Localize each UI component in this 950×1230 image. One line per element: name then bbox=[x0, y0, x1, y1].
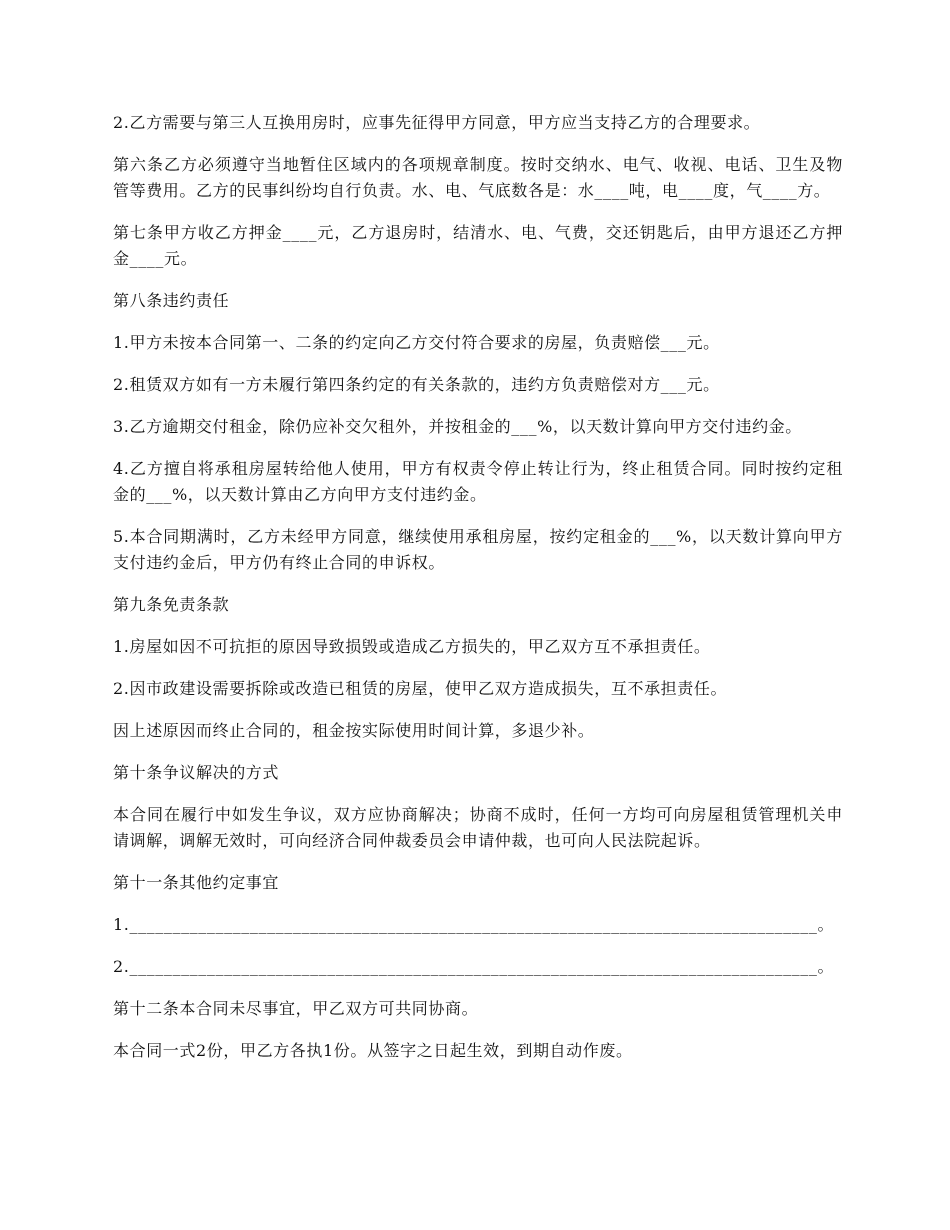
article-9-note: 因上述原因而终止合同的，租金按实际使用时间计算，多退少补。 bbox=[113, 721, 595, 740]
article-11-item-2: 2.________________________________________________________________________________。 bbox=[113, 957, 835, 976]
article-11-item-1: 1.________________________________________________________________________________。 bbox=[113, 915, 835, 934]
article-10-heading: 第十条争议解决的方式 bbox=[113, 763, 280, 782]
article-9-item-1: 1.房屋如因不可抗拒的原因导致损毁或造成乙方损失的，甲乙双方互不承担责任。 bbox=[113, 637, 711, 656]
clause-6-2: 2.乙方需要与第三人互换用房时，应事先征得甲方同意，甲方应当支持乙方的合理要求。 bbox=[113, 113, 761, 132]
article-8-item-4: 4.乙方擅自将承租房屋转给他人使用，甲方有权责令停止转让行为，终止租赁合同。同时按约定租金的___%，以天数计算由乙方向甲方支付违约金。 bbox=[113, 459, 843, 504]
article-6: 第六条乙方必须遵守当地暂住区域内的各项规章制度。按时交纳水、电气、收视、电话、卫生及物管等费用。乙方的民事纠纷均自行负责。水、电、气底数各是：水____吨，电____度，气____方。 bbox=[113, 155, 843, 200]
article-8-item-5: 5.本合同期满时，乙方未经甲方同意，继续使用承租房屋，按约定租金的___%，以天数计算向甲方支付违约金后，甲方仍有终止合同的申诉权。 bbox=[113, 527, 843, 572]
article-11-heading: 第十一条其他约定事宜 bbox=[113, 873, 280, 892]
article-10-body: 本合同在履行中如发生争议，双方应协商解决；协商不成时，任何一方均可向房屋租赁管理机关申请调解，调解无效时，可向经济合同仲裁委员会申请仲裁，也可向人民法院起诉。 bbox=[113, 805, 843, 850]
article-12: 第十二条本合同未尽事宜，甲乙双方可共同协商。 bbox=[113, 999, 479, 1018]
article-9-item-2: 2.因市政建设需要拆除或改造已租赁的房屋，使甲乙双方造成损失，互不承担责任。 bbox=[113, 679, 728, 698]
article-7: 第七条甲方收乙方押金____元，乙方退房时，结清水、电、气费，交还钥匙后，由甲方退还乙方押金____元。 bbox=[113, 223, 843, 268]
document-body bbox=[113, 110, 843, 1080]
article-8-item-2: 2.租赁双方如有一方未履行第四条约定的有关条款的，违约方负责赔偿对方___元。 bbox=[113, 375, 720, 394]
article-8-item-1: 1.甲方未按本合同第一、二条的约定向乙方交付符合要求的房屋，负责赔偿___元。 bbox=[113, 333, 720, 352]
closing-statement: 本合同一式2份，甲乙方各执1份。从签字之日起生效，到期自动作废。 bbox=[113, 1041, 633, 1060]
article-8-heading: 第八条违约责任 bbox=[113, 291, 230, 310]
article-8-item-3: 3.乙方逾期交付租金，除仍应补交欠租外，并按租金的___%，以天数计算向甲方交付违约金。 bbox=[113, 417, 802, 436]
article-9-heading: 第九条免责条款 bbox=[113, 595, 230, 614]
